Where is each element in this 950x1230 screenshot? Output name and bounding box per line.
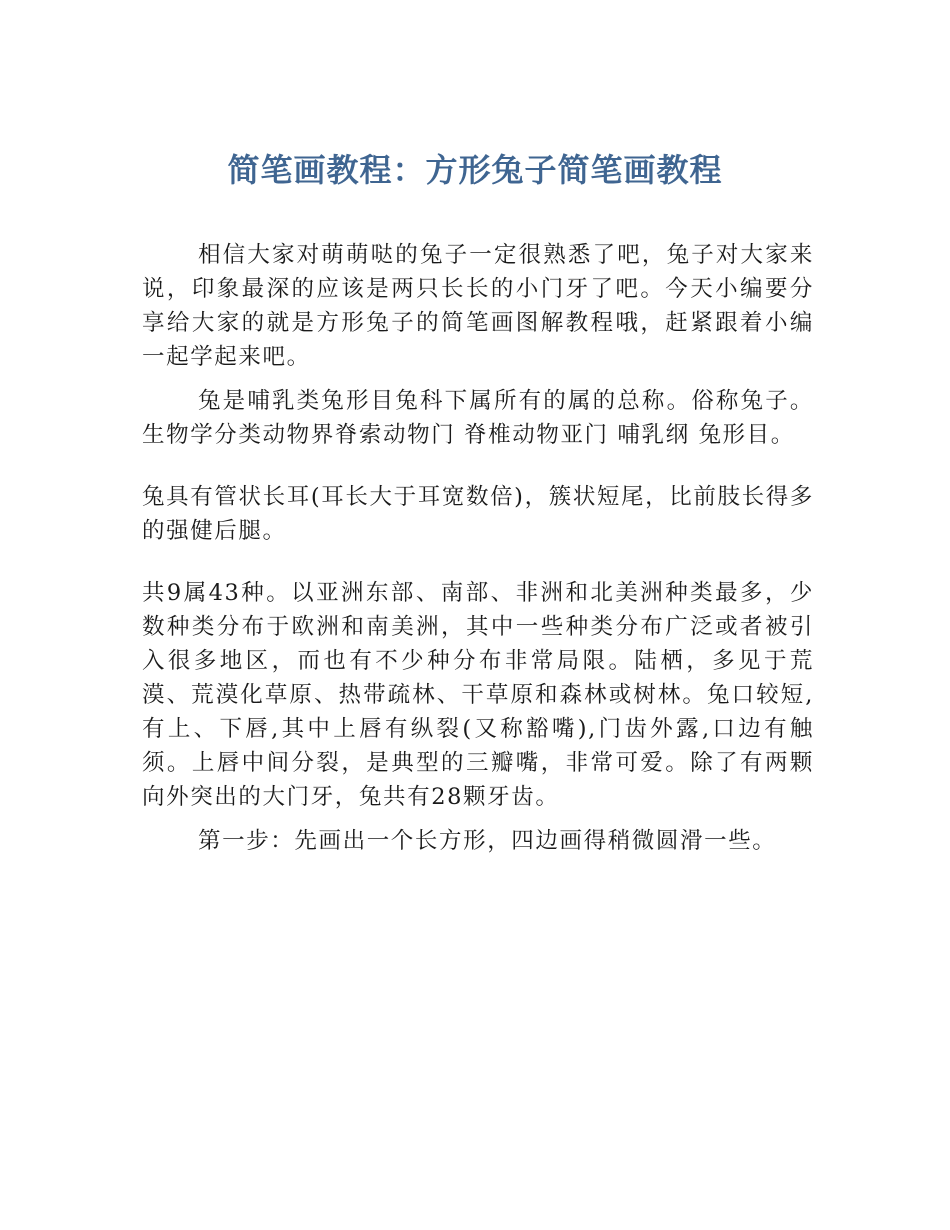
classification-paragraph: 兔是哺乳类兔形目兔科下属所有的属的总称。俗称兔子。生物学分类动物界脊索动物门 脊椎动物亚门 哺乳纲 兔形目。 — [142, 388, 814, 448]
document-title: 简笔画教程：方形兔子简笔画教程 — [227, 151, 723, 189]
intro-paragraph: 相信大家对萌萌哒的兔子一定很熟悉了吧，兔子对大家来说，印象最深的应该是两只长长的小门牙了吧。今天小编要分享给大家的就是方形兔子的简笔画图解教程哦，赶紧跟着小编一起学起来吧。 — [142, 242, 814, 370]
distribution-paragraph: 共9属43种。以亚洲东部、南部、非洲和北美洲种类最多，少数种类分布于欧洲和南美洲，其中一些种类分布广泛或者被引入很多地区，而也有不少种分布非常局限。陆栖，多见于荒漠、荒漠化草原、热带疏林、干草原和森林或树林。兔口较短,有上、下唇,其中上唇有纵裂(又称豁嘴),门齿外露,口边有触须。上唇中间分裂，是典型的三瓣嘴，非常可爱。除了有两颗向外突出的大门牙，兔共有28颗牙齿。 — [142, 580, 814, 810]
document-body — [142, 238, 814, 858]
step-one-paragraph: 第一步：先画出一个长方形，四边画得稍微圆滑一些。 — [198, 828, 777, 854]
features-paragraph: 兔具有管状长耳(耳长大于耳宽数倍)，簇状短尾，比前肢长得多的强健后腿。 — [142, 484, 814, 544]
